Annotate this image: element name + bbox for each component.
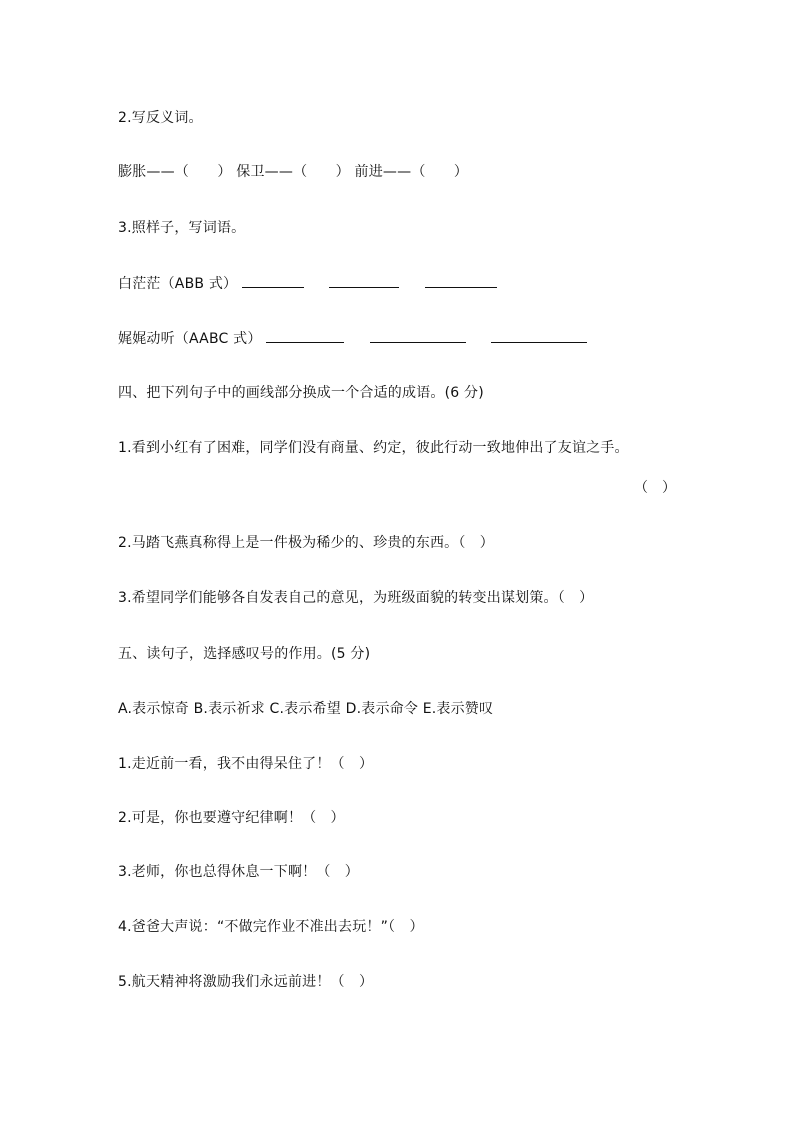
section5-options: A.表示惊奇 B.表示祈求 C.表示希望 D.表示命令 E.表示赞叹 xyxy=(118,701,494,717)
aabc-row xyxy=(118,328,587,349)
section4-q1-answer-paren[interactable]: （ ） xyxy=(634,480,676,496)
section4-title: 四、把下列句子中的画线部分换成一个合适的成语。(6 分) xyxy=(118,385,484,401)
section5-item-1: 1.走近前一看，我不由得呆住了！（ ） xyxy=(118,756,374,772)
section4-q3: 3.希望同学们能够各自发表自己的意见，为班级面貌的转变出谋划策。（ ） xyxy=(118,590,594,606)
answer-blank[interactable] xyxy=(266,328,344,343)
answer-blank[interactable] xyxy=(491,328,587,343)
abb-label: 白茫茫（ABB 式） xyxy=(118,276,238,292)
q2-title: 2.写反义词。 xyxy=(118,110,203,126)
antonym-item-1: 膨胀——（ ） xyxy=(118,164,232,180)
section4-q2: 2.马踏飞燕真称得上是一件极为稀少的、珍贵的东西。（ ） xyxy=(118,535,494,551)
aabc-label: 娓娓动听（AABC 式） xyxy=(118,331,262,347)
answer-blank[interactable] xyxy=(370,328,466,343)
section5-item-2: 2.可是，你也要遵守纪律啊！（ ） xyxy=(118,810,345,826)
section5-item-3: 3.老师，你也总得休息一下啊！（ ） xyxy=(118,864,359,880)
antonym-item-3: 前进——（ ） xyxy=(354,164,469,180)
abb-row xyxy=(118,273,497,294)
section4-q1: 1.看到小红有了困难，同学们没有商量、约定，彼此行动一致地伸出了友谊之手。 xyxy=(118,440,629,456)
answer-blank[interactable] xyxy=(425,273,497,288)
answer-blank[interactable] xyxy=(329,273,399,288)
section5-item-4: 4.爸爸大声说：“不做完作业不准出去玩！”（ ） xyxy=(118,919,424,935)
section5-title: 五、读句子，选择感叹号的作用。(5 分) xyxy=(118,646,371,662)
q2-antonym-row xyxy=(118,162,468,182)
q3-title: 3.照样子，写词语。 xyxy=(118,220,246,236)
antonym-item-2: 保卫——（ ） xyxy=(236,164,350,180)
section5-item-5: 5.航天精神将激励我们永远前进！（ ） xyxy=(118,974,374,990)
answer-blank[interactable] xyxy=(242,273,304,288)
